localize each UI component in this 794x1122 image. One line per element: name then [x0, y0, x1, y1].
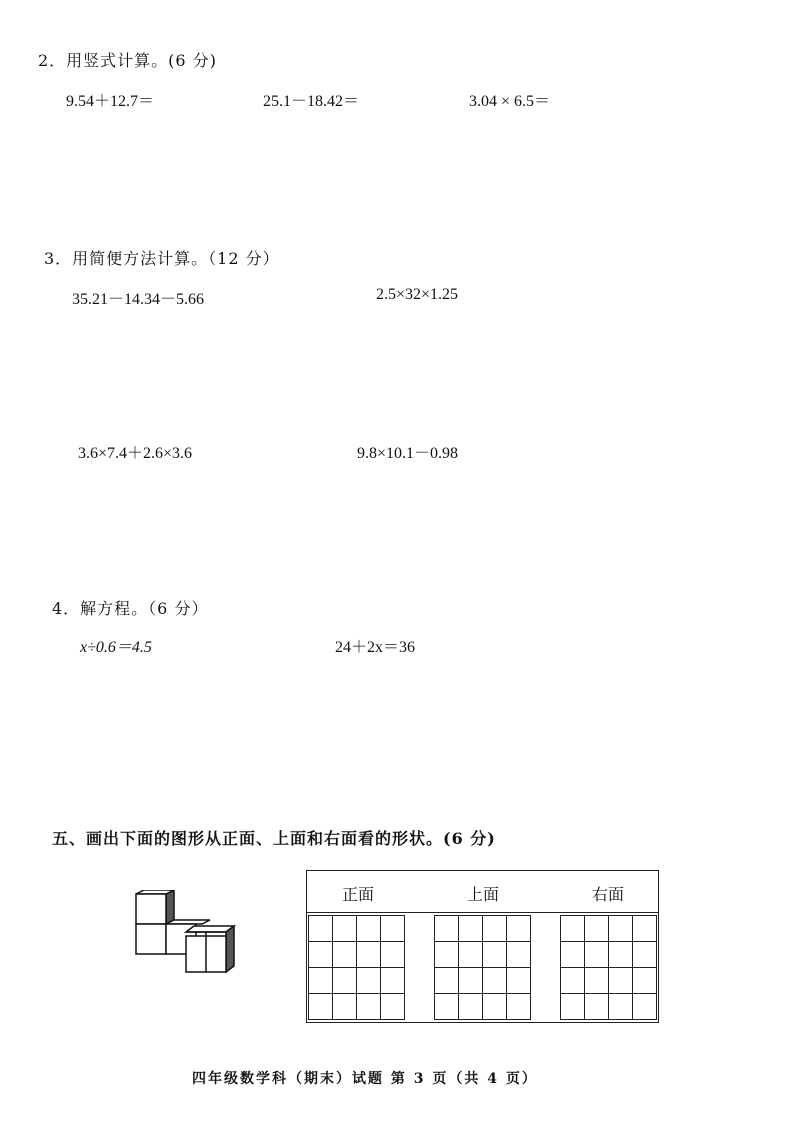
view-label-right: 右面	[592, 885, 625, 904]
q4-problem-2: 24＋2x＝36	[335, 639, 416, 656]
q4-heading: 4．解方程。（6 分）	[52, 599, 209, 618]
drawing-grid-top[interactable]	[434, 915, 531, 1020]
q2-heading: 2．用竖式计算。(6 分)	[38, 51, 217, 70]
view-label-front: 正面	[342, 885, 375, 904]
q3-problem-4: 9.8×10.1－0.98	[357, 445, 459, 462]
q2-problem-2: 25.1－18.42＝	[263, 93, 360, 110]
cube-front-face	[136, 894, 166, 924]
q2-problem-3: 3.04 × 6.5＝	[469, 93, 551, 110]
q4-problem-1: x÷0.6＝4.5	[80, 639, 152, 656]
q2-problem-1: 9.54＋12.7＝	[66, 93, 155, 110]
cube-front-face	[136, 924, 166, 954]
drawing-grid-front[interactable]	[308, 915, 405, 1020]
cube-figure	[128, 890, 240, 980]
q3-heading: 3．用简便方法计算。（12 分）	[44, 249, 280, 268]
section5-title: 五、画出下面的图形从正面、上面和右面看的形状。(6 分)	[52, 829, 496, 848]
q3-problem-1: 35.21－14.34－5.66	[72, 291, 205, 308]
cube-side-face	[166, 890, 174, 924]
view-label-top: 上面	[467, 885, 500, 904]
cube-side-face	[226, 926, 234, 972]
drawing-grid-right[interactable]	[560, 915, 657, 1020]
q3-problem-3: 3.6×7.4＋2.6×3.6	[78, 445, 193, 462]
page-footer: 四年级数学科（期末）试题 第 3 页（共 4 页）	[192, 1071, 538, 1087]
answer-frame-divider	[306, 912, 659, 913]
q3-problem-2: 2.5×32×1.25	[376, 286, 459, 303]
